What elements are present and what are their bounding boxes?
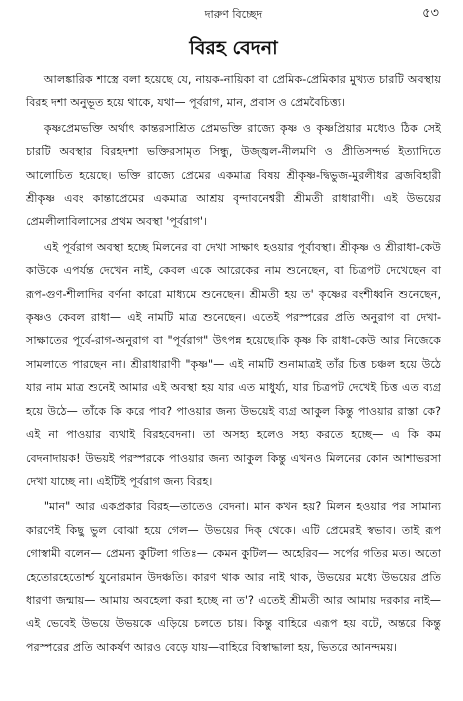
chapter-title: বিরহ বেদনা <box>189 37 278 59</box>
running-head <box>26 0 441 28</box>
paragraph: কৃষ্ণপ্রেমভক্তি অর্থাৎ কান্তরসাশ্রিত প্রেমভক্তি রাজ্যে কৃষ্ণ ও কৃষ্ণপ্রিয়ার মধ্যেও ঠিক সেই চারটি অবস্থার বিরহদশা ভক্তিরসামৃত সিন্ধু, উজ্জ্বল-নীলমণি ও প্রীতিসন্দর্ভ ইত্যাদিতে আলোচিত হয়েছে। ভক্তি রাজ্যে প্রেমের একমাত্র বিষয় শ্রীকৃষ্ণ-দ্বিভুজ-মুরলীধর ব্রজবিহারী শ্রীকৃষ্ণ এবং কান্তাপ্রেমের একমাত্র আশ্রয় বৃন্দাবনেশ্বরী শ্রীমতী রাধারাণী। এই উভয়ের প্রেমলীলাবিলাসের প্রথম অবস্থা 'পূর্বরাগ'। <box>26 121 441 229</box>
paragraph: "মান" আর একপ্রকার বিরহ—তাতেও বেদনা। মান কখন হয়? মিলন হওয়ার পর সামান্য কারণেই কিছু ভুল বোঝা হয়ে গেল— উভয়ের দিক্ থেকে। এটি প্রেমেরই স্বভাব। তাই রূপ গোস্বামী বলেন— প্রেমন্য কুটিলা গতিঃ— কেমন কুটিল— অহেরিব— সর্পের গতির মত। অতো হেতোরহেতোর্শ্চ যুনোরমান উদঞ্চতি। কারণ থাক আর নাই থাক, উভয়ের মধ্যে উভয়ের প্রতি ধারণা জন্মায়— আমায় অবহেলা করা হচ্ছে না ত'? এতেই শ্রীমতী আর আমায় দরকার নাই—এই ভেবেই উভয়ে উভয়কে এড়িয়ে চলতে চায়। কিন্তু বাহিরে এরূপ হয় বটে, অন্তরে কিন্তু পরস্পরের প্রতি আকর্ষণ আরও বেড়ে যায়—বাহিরে বিস্বাদ্ধালা হয়, ভিতরে আনন্দময়। <box>26 500 441 654</box>
body-text <box>26 68 441 659</box>
running-title: দারুণ বিচ্ছেদ <box>204 8 263 21</box>
page-number: ৫৩ <box>422 6 439 21</box>
paragraph: আলঙ্কারিক শাস্ত্রে বলা হয়েছে যে, নায়ক-নায়িকা বা প্রেমিক-প্রেমিকার মুখ্যত চারটি অবস্থায় বিরহ দশা অনুভূত হয়ে থাকে, যথা— পূর্বরাগ, মান, প্রবাস ও প্রেমবৈচিত্ত্য। <box>26 73 441 110</box>
paragraph: এই পূর্বরাগ অবস্থা হচ্ছে মিলনের বা দেখা সাক্ষাৎ হওয়ার পূর্বাবস্থা। শ্রীকৃষ্ণ ও শ্রীরাধা-কেউ কাউকে এপর্যন্ত দেখেন নাই, কেবল একে আরেকের নাম শুনেছেন, বা চিত্রপট দেখেছেন বা রূপ-গুণ-শীলাদির বর্ণনা কারো মাধ্যমে শুনেছেন। শ্রীমতী হয় ত' কৃষ্ণের বংশীধ্বনি শুনেছেন, কৃষ্ণও কেবল রাধা— এই নামটি মাত্র শুনেছেন। এতেই পরস্পরের প্রতি অনুরাগ বা দেখা-সাক্ষাতের পূর্বে-রাগ-অনুরাগ বা "পূর্বরাগ" উৎপন্ন হয়েছে।কি কৃষ্ণ কি রাধা-কেউ আর নিজেকে সামলাতে পারছেন না। শ্রীরাধারাণী "কৃষ্ণ"— এই নামটি শুনামাত্রই তাঁর চিত্ত চঞ্চল হয়ে উঠে যার নাম মাত্র শুনেই আমার এই অবস্থা হয় যার এত মাধুর্য্য, যার চিত্রপট দেখেই চিত্ত এত ব্যগ্র হয়ে উঠে— তাঁকে কি করে পাব? পাওয়ার জন্য উভয়েই ব্যগ্র আকুল কিন্তু পাওয়ার রাস্তা কে? এই না পাওয়ার ব্যথাই বিরহবেদনা। তা অসহ্য হলেও সহ্য করতে হচ্ছে— এ কি কম বেদনাদায়ক! উভয়ই পরস্পরকে পাওয়ার জন্য আকুল কিন্তু এখনও মিলনের কোন আশাভরসা দেখা যাচ্ছে না। এইটিই পূর্বরাগ জন্য বিরহ। <box>26 240 441 488</box>
